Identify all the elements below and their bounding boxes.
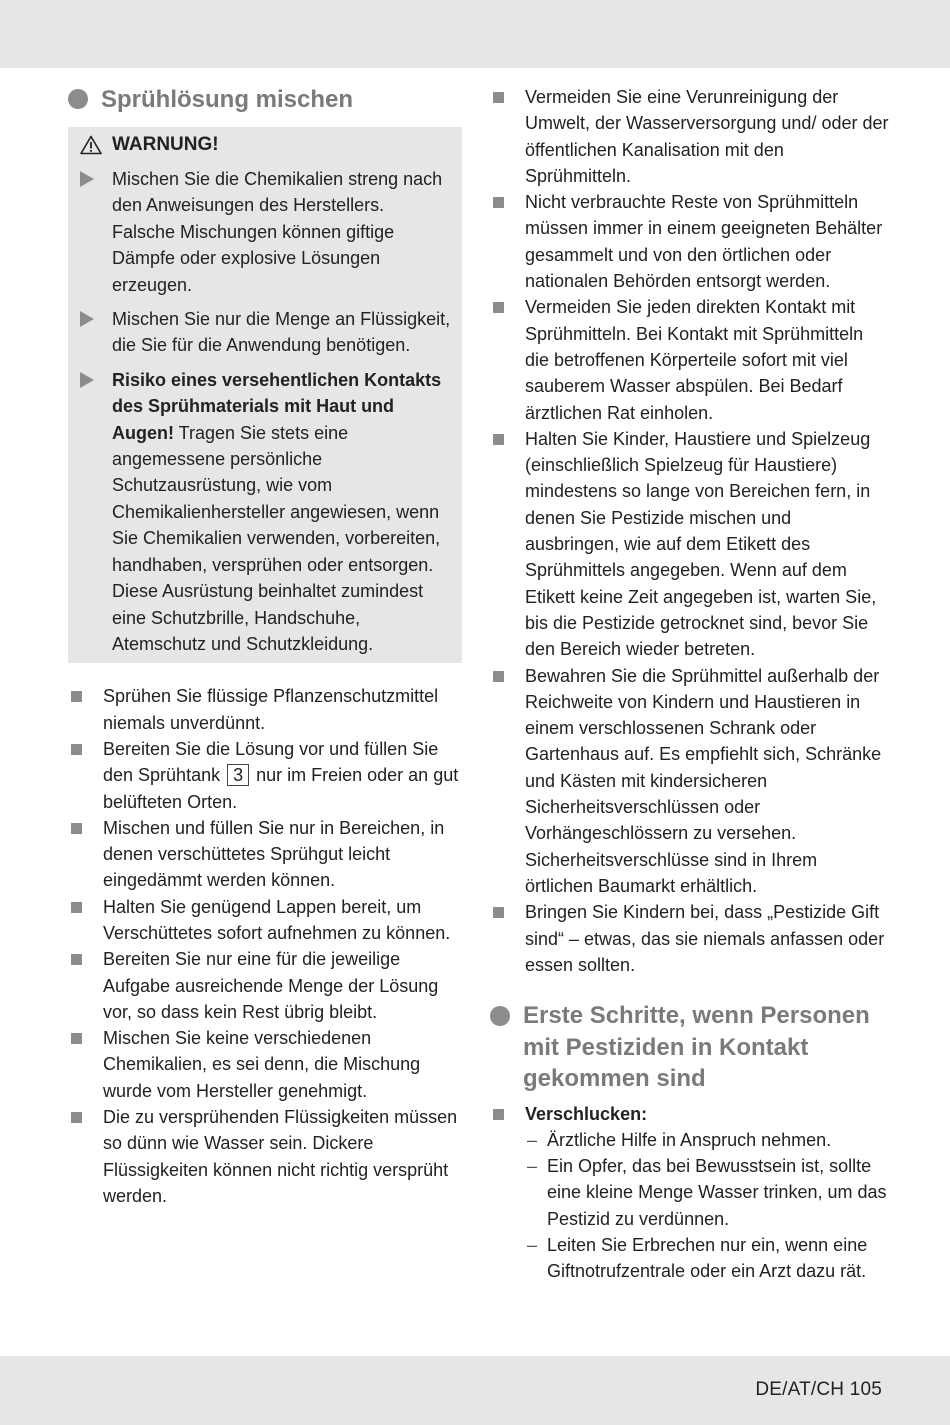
- list-item: [490, 1101, 890, 1127]
- list-item: Bringen Sie Kindern bei, dass „Pestizide Gift sind“ – etwas, das sie niemals anfassen oder essen sollten.: [490, 899, 890, 978]
- list-item: Sprühen Sie flüssige Pflanzenschutzmittel niemals unverdünnt.: [68, 683, 462, 736]
- square-bullet-icon: [71, 902, 82, 913]
- right-bullet-list: [490, 84, 890, 978]
- list-item: Mischen Sie keine verschiedenen Chemikalien, es sei denn, die Mischung wurde vom Hersteller genehmigt.: [68, 1025, 462, 1104]
- warning-item: [80, 367, 452, 657]
- square-bullet-icon: [71, 954, 82, 965]
- list-item: Halten Sie Kinder, Haustiere und Spielzeug (einschließlich Spielzeug für Haustiere) mindestens so lange von Bereichen fern, in denen Sie Pestizide mischen und ausbringen, wie auf dem Etikett des Sprühmittels angegeben. Wenn auf dem Etikett keine Zeit angegeben ist, warten Sie, bis die Pestizide getrocknet sind, bevor Sie den Bereich wieder betreten.: [490, 426, 890, 663]
- list-item: Vermeiden Sie jeden direkten Kontakt mit Sprühmitteln. Bei Kontakt mit Sprühmitteln die betroffenen Körperteile sofort mit viel sauberem Wasser abspülen. Bei Bedarf ärztlichen Rat einholen.: [490, 294, 890, 425]
- square-bullet-icon: [71, 744, 82, 755]
- square-bullet-icon: [71, 823, 82, 834]
- triangle-bullet-icon: [80, 311, 94, 327]
- list-item: Halten Sie genügend Lappen bereit, um Verschüttetes sofort aufnehmen zu können.: [68, 894, 462, 947]
- square-bullet-icon: [493, 92, 504, 103]
- square-bullet-icon: [493, 671, 504, 682]
- left-bullet-list: [68, 683, 462, 1209]
- swallowing-heading: Verschlucken:: [525, 1103, 648, 1124]
- list-item: Die zu versprühenden Flüssigkeiten müssen so dünn wie Wasser sein. Dickere Flüssigkeiten können nicht richtig versprüht werden.: [68, 1104, 462, 1209]
- section-title: Sprühlösung mischen: [101, 86, 354, 113]
- square-bullet-icon: [71, 1033, 82, 1044]
- header-band: [0, 0, 950, 68]
- warning-item-text: Risiko eines versehentlichen Kontakts des Sprühmaterials mit Haut und Augen! Tragen Sie stets eine angemessene persönliche Schutzausrüstung, wie vom Chemikalienhersteller angewiesen, wenn Sie Chemikalien verwenden, vorbereiten, handhaben, versprühen oder entsorgen. Diese Ausrüstung beinhaltet zumindest eine Schutzbrille, Handschuhe, Atemschutz und Schutzkleidung.: [112, 369, 442, 654]
- warning-item-bold-lead: Risiko eines versehentlichen Kontakts des Sprühmaterials mit Haut und Augen!: [112, 369, 442, 443]
- dash-bullet-icon: –: [527, 1235, 538, 1256]
- section-bullet-dot-icon: [68, 89, 88, 109]
- triangle-bullet-icon: [80, 171, 94, 187]
- section-title: Erste Schritte, wenn Personen mit Pestiziden in Kontakt gekommen sind: [523, 1002, 870, 1093]
- warning-label: WARNUNG!: [112, 133, 219, 155]
- square-bullet-icon: [493, 1109, 504, 1120]
- list-item: – Ärztliche Hilfe in Anspruch nehmen.: [525, 1127, 890, 1153]
- warning-item-text: Mischen Sie die Chemikalien streng nach den Anweisungen des Herstellers. Falsche Mischungen können giftige Dämpfe oder explosive Lösungen erzeugen.: [112, 169, 443, 295]
- left-column: [68, 84, 462, 1209]
- first-aid-list: [490, 1101, 890, 1127]
- list-item: – Leiten Sie Erbrechen nur ein, wenn eine Giftnotrufzentrale oder ein Arzt dazu rät.: [525, 1232, 890, 1285]
- right-column: [490, 84, 890, 1285]
- part-reference-number: 3: [227, 764, 249, 786]
- page-number: DE/AT/CH 105: [755, 1379, 882, 1400]
- square-bullet-icon: [493, 907, 504, 918]
- list-item: Bewahren Sie die Sprühmittel außerhalb der Reichweite von Kindern und Haustieren in einem verschlossenen Schrank oder Gartenhaus auf. Es empfiehlt sich, Schränke und Kästen mit kindersicheren Sicherheitsverschlüssen oder Vorhängeschlössern zu versehen. Sicherheitsverschlüsse sind in Ihrem örtlichen Baumarkt erhältlich.: [490, 663, 890, 900]
- square-bullet-icon: [71, 1112, 82, 1123]
- square-bullet-icon: [493, 434, 504, 445]
- warning-item: [80, 306, 452, 359]
- square-bullet-icon: [493, 197, 504, 208]
- section-bullet-dot-icon: [490, 1006, 510, 1026]
- square-bullet-icon: [493, 302, 504, 313]
- warning-triangle-icon: [80, 135, 102, 155]
- triangle-bullet-icon: [80, 372, 94, 388]
- list-item: Mischen und füllen Sie nur in Bereichen, in denen verschüttetes Sprühgut leicht eingedämmt werden können.: [68, 815, 462, 894]
- dash-bullet-icon: –: [527, 1129, 538, 1150]
- list-item: Vermeiden Sie eine Verunreinigung der Umwelt, der Wasserversorgung und/ oder der öffentlichen Kanalisation mit den Sprühmitteln.: [490, 84, 890, 189]
- warning-item-text: Mischen Sie nur die Menge an Flüssigkeit, die Sie für die Anwendung benötigen.: [112, 309, 451, 356]
- swallowing-steps: [525, 1127, 890, 1285]
- warning-box: [68, 127, 462, 663]
- list-item: Bereiten Sie die Lösung vor und füllen Sie den Sprühtank 3 nur im Freien oder an gut belüfteten Orten.: [68, 736, 462, 815]
- section-heading-first-aid: [490, 1000, 890, 1095]
- warning-header: [80, 131, 452, 158]
- list-item: Bereiten Sie nur eine für die jeweilige Aufgabe ausreichende Menge der Lösung vor, so dass kein Rest übrig bleibt.: [68, 946, 462, 1025]
- list-item: Nicht verbrauchte Reste von Sprühmitteln müssen immer in einem geeigneten Behälter gesammelt und von den örtlichen oder nationalen Behörden entsorgt werden.: [490, 189, 890, 294]
- list-item: – Ein Opfer, das bei Bewusstsein ist, sollte eine kleine Menge Wasser trinken, um das Pestizid zu verdünnen.: [525, 1153, 890, 1232]
- square-bullet-icon: [71, 691, 82, 702]
- warning-item: [80, 166, 452, 298]
- dash-bullet-icon: –: [527, 1156, 538, 1177]
- section-heading-mix: [68, 84, 462, 115]
